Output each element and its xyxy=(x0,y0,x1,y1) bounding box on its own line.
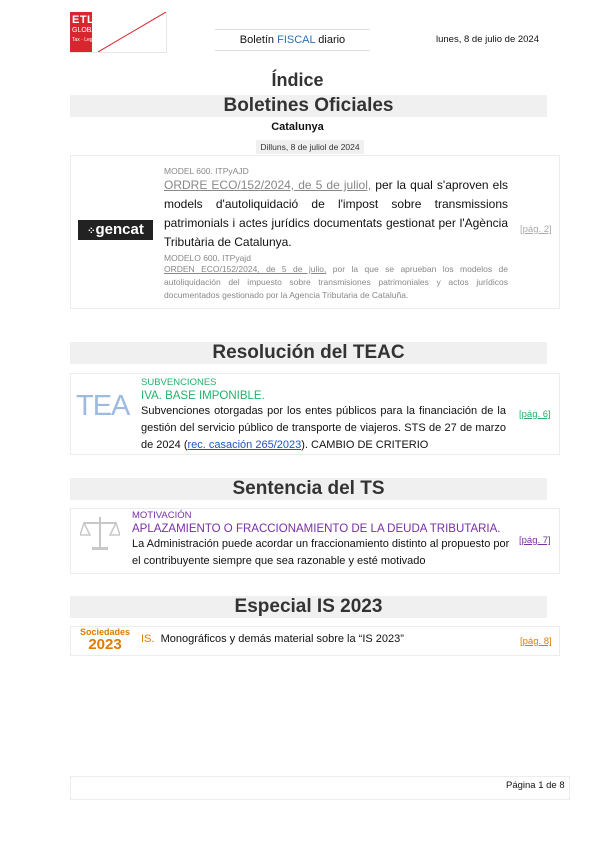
bulletin-prefix: Boletín xyxy=(239,34,278,46)
sociedades-logo-line2: 2023 xyxy=(88,636,122,653)
order-link-es[interactable]: ORDEN ECO/152/2024, de 5 de julio, xyxy=(164,264,327,274)
section-is-title: Especial IS 2023 xyxy=(70,596,547,618)
entry-text-es xyxy=(164,263,508,302)
section-teac-title: Resolución del TEAC xyxy=(70,342,547,364)
logo-diagonal-icon xyxy=(98,12,166,52)
teac-text xyxy=(141,403,506,454)
teac-text-after: ). CAMBIO DE CRITERIO xyxy=(301,439,429,451)
order-text-ca: per la qual s'aproven els models d'autoliquidació de l'impost sobre transmissions patrimonials i actes jurídics documentats gestionat per l'Agència Tributària de Catalunya. xyxy=(164,178,508,249)
page-indicator: Página 1 de 8 xyxy=(506,780,565,791)
teac-entry-body xyxy=(141,377,506,454)
ts-text: La Administración puede acordar un fraccionamiento distinto al propuesto por el contribuyente siempre que sea razonable y esté motivado xyxy=(132,538,510,567)
section-ts-title: Sentencia del TS xyxy=(70,478,547,500)
entry-text-ca xyxy=(164,176,508,252)
is-entry-body xyxy=(141,633,404,645)
index-title: Índice xyxy=(271,70,324,90)
header-date: lunes, 8 de julio de 2024 xyxy=(436,34,539,45)
sociedades-logo-line1: Sociedades xyxy=(79,627,131,637)
ts-category: MOTIVACIÓN xyxy=(132,510,192,521)
teac-headline: IVA. BASE IMPONIBLE. xyxy=(141,390,265,402)
section-boletines-title: Boletines Oficiales xyxy=(70,95,547,117)
order-text-es: por la que se aprueban los modelos de autoliquidación del impuesto sobre transmisiones patrimoniales y actos jurídicos documentados gestionado por la Agencia Tributaria de Cataluña. xyxy=(164,264,508,300)
sociedades-logo xyxy=(78,628,132,653)
teac-category: SUBVENCIONES xyxy=(141,377,217,388)
etl-global-logo xyxy=(70,12,166,54)
bulletin-suffix: diario xyxy=(315,34,346,46)
bulletin-highlight: FISCAL xyxy=(277,34,316,46)
ts-entry-body xyxy=(132,510,510,570)
order-link-ca[interactable]: ORDRE ECO/152/2024, de 5 de juliol, xyxy=(164,178,372,192)
ts-headline: APLAZAMIENTO O FRACCIONAMIENTO DE LA DEUDA TRIBUTARIA. xyxy=(132,523,501,535)
logo-text: ETL xyxy=(72,14,95,26)
bulletin-title xyxy=(215,29,370,51)
page-link-2[interactable]: [pág. 2] xyxy=(520,224,552,235)
page-link-7[interactable]: [pág. 7] xyxy=(519,535,551,546)
logo-subtext: GLOBAL xyxy=(72,27,101,34)
gencat-logo-text: gencat xyxy=(95,221,144,238)
model-ca: MODEL 600. ITPyAJD xyxy=(164,166,249,176)
region-label: Catalunya xyxy=(271,121,324,133)
casacion-link[interactable]: rec. casación 265/2023 xyxy=(187,439,302,451)
teac-text-before: Subvenciones otorgadas por los entes públicos para la financiación de la gestión del servicio público de transporte de viajeros. STS de 27 de marzo de 2024 ( xyxy=(141,405,506,451)
is-text: Monográficos y demás material sobre la “IS 2023” xyxy=(160,633,404,645)
is-tag: IS. xyxy=(141,633,155,645)
tea-logo: TEA xyxy=(76,390,130,422)
model-es: MODELO 600. ITPyajd xyxy=(164,253,251,263)
gencat-entry-body xyxy=(164,166,508,302)
footer-box xyxy=(70,776,570,800)
date-chip: Dilluns, 8 de juliol de 2024 xyxy=(256,140,364,154)
page-link-6[interactable]: [pág. 6] xyxy=(519,409,551,420)
gencat-logo: ⁘gencat xyxy=(78,220,153,240)
page-link-8[interactable]: [pág. 8] xyxy=(520,636,552,647)
logo-tagline: Tax · Legal · Audit xyxy=(72,37,113,43)
scales-icon xyxy=(80,513,120,553)
